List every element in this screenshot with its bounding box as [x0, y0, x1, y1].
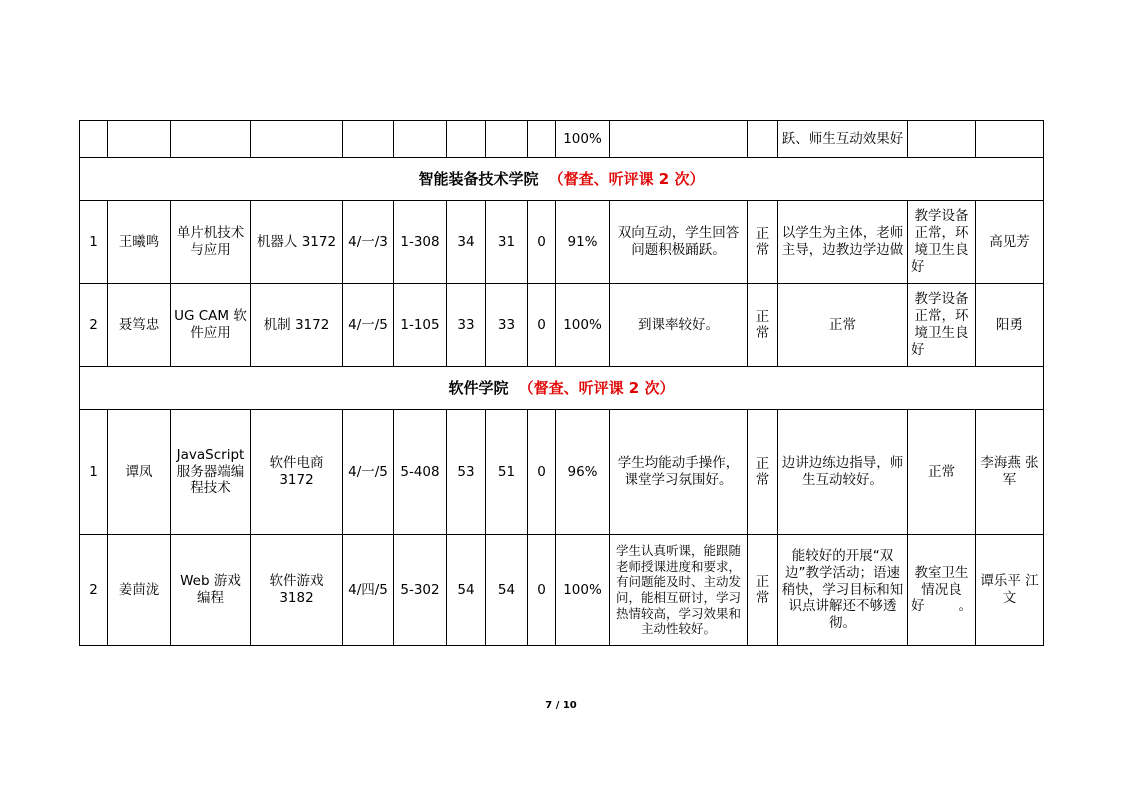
- class-name: 机器人 3172: [251, 201, 343, 284]
- students-expected: 54: [447, 535, 486, 646]
- students-absent: 0: [528, 284, 556, 367]
- attendance-rate: 91%: [556, 201, 610, 284]
- environment-comment: 教学设备正常，环境卫生良好: [908, 284, 976, 367]
- section-note: （督查、听评课 2 次）: [548, 169, 705, 188]
- teacher-name: 聂笃忠: [108, 284, 171, 367]
- section-header: [80, 158, 1044, 201]
- section-title: 软件学院: [448, 378, 509, 397]
- inspector: 阳勇: [976, 284, 1044, 367]
- row-number: 2: [80, 535, 108, 646]
- inspector: 高见芳: [976, 201, 1044, 284]
- teaching-comment: 以学生为主体，老师主导，边教边学边做: [778, 201, 908, 284]
- row-number: 1: [80, 201, 108, 284]
- classroom: 5-408: [394, 410, 447, 535]
- course-name: JavaScript 服务器端编程技术: [171, 410, 251, 535]
- students-expected: 53: [447, 410, 486, 535]
- students-present: 54: [486, 535, 528, 646]
- classroom: 1-308: [394, 201, 447, 284]
- table-row: [80, 535, 1044, 646]
- students-present: 33: [486, 284, 528, 367]
- row-number: 1: [80, 410, 108, 535]
- table-row: [80, 121, 1044, 158]
- class-order: 正常: [755, 456, 770, 488]
- class-time: 4/一/3: [343, 201, 394, 284]
- student-comment: 到课率较好。: [610, 284, 748, 367]
- class-time: 4/一/5: [343, 410, 394, 535]
- students-expected: 33: [447, 284, 486, 367]
- table-row: [80, 410, 1044, 535]
- table-row: [80, 201, 1044, 284]
- class-name: 软件电商 3172: [251, 410, 343, 535]
- attendance-rate: 100%: [556, 284, 610, 367]
- section-header: [80, 367, 1044, 410]
- course-name: 单片机技术与应用: [171, 201, 251, 284]
- page-number: 7 / 10: [545, 700, 577, 711]
- students-expected: 34: [447, 201, 486, 284]
- attendance-rate: 100%: [556, 121, 610, 158]
- class-name: 软件游戏 3182: [251, 535, 343, 646]
- teaching-comment: 跃、师生互动效果好: [778, 121, 908, 158]
- attendance-rate: 96%: [556, 410, 610, 535]
- class-order: 正常: [755, 226, 770, 258]
- student-comment: 学生认真听课，能跟随老师授课进度和要求，有问题能及时、主动发问，能相互研讨，学习热情较高，学习效果和主动性较好。: [610, 535, 748, 646]
- environment-comment: 教室卫生情况良好。: [908, 535, 976, 646]
- class-order: 正常: [755, 309, 770, 341]
- students-present: 51: [486, 410, 528, 535]
- class-name: 机制 3172: [251, 284, 343, 367]
- inspector: 谭乐平 江文: [976, 535, 1044, 646]
- course-name: Web 游戏编程: [171, 535, 251, 646]
- class-time: 4/四/5: [343, 535, 394, 646]
- class-time: 4/一/5: [343, 284, 394, 367]
- teacher-name: 王曦鸣: [108, 201, 171, 284]
- class-order: 正常: [755, 574, 770, 606]
- teaching-comment: 能较好的开展“双边”教学活动；语速稍快，学习目标和知识点讲解还不够透彻。: [778, 535, 908, 646]
- students-present: 31: [486, 201, 528, 284]
- teaching-comment: 边讲边练边指导，师生互动较好。: [778, 410, 908, 535]
- student-comment: 双向互动，学生回答问题积极踊跃。: [610, 201, 748, 284]
- attendance-rate: 100%: [556, 535, 610, 646]
- teacher-name: 姜茴泷: [108, 535, 171, 646]
- table-row: [80, 284, 1044, 367]
- teaching-comment: 正常: [778, 284, 908, 367]
- environment-comment: 教学设备正常，环境卫生良好: [908, 201, 976, 284]
- student-comment: 学生均能动手操作，课堂学习氛围好。: [610, 410, 748, 535]
- classroom: 5-302: [394, 535, 447, 646]
- students-absent: 0: [528, 410, 556, 535]
- inspection-table: [79, 120, 1044, 646]
- course-name: UG CAM 软件应用: [171, 284, 251, 367]
- section-title: 智能装备技术学院: [418, 169, 539, 188]
- row-number: 2: [80, 284, 108, 367]
- environment-comment: 正常: [908, 410, 976, 535]
- inspector: 李海燕 张军: [976, 410, 1044, 535]
- students-absent: 0: [528, 201, 556, 284]
- classroom: 1-105: [394, 284, 447, 367]
- students-absent: 0: [528, 535, 556, 646]
- teacher-name: 谭凤: [108, 410, 171, 535]
- section-note: （督查、听评课 2 次）: [518, 378, 675, 397]
